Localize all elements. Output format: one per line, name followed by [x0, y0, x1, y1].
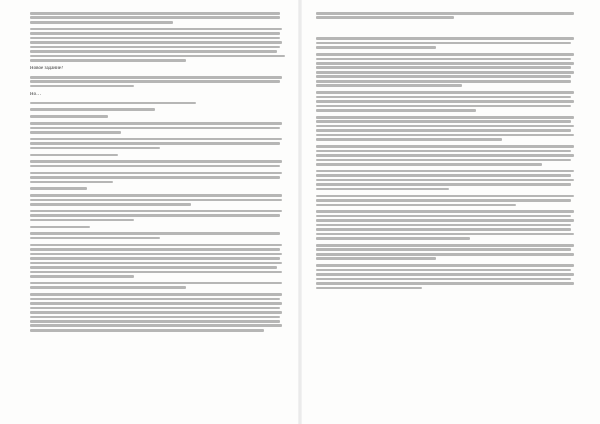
text-line [30, 154, 118, 157]
text-line [316, 105, 571, 108]
text-line [30, 50, 277, 53]
text-line [30, 28, 282, 31]
text-line [30, 122, 282, 125]
text-line [316, 58, 571, 61]
text-line [30, 203, 191, 206]
text-line [30, 165, 280, 168]
paragraph [316, 116, 582, 141]
text-line [30, 199, 282, 202]
text-line [30, 59, 186, 62]
text-line [30, 12, 280, 15]
text-line [30, 311, 282, 314]
text-line [316, 248, 571, 251]
paragraph [30, 194, 290, 206]
text-line [30, 37, 280, 40]
text-line [30, 307, 280, 310]
text-line [30, 316, 280, 319]
text-line [316, 96, 571, 99]
text-line [316, 129, 571, 132]
text-line [316, 46, 436, 49]
paragraph [30, 282, 290, 289]
text-line [30, 244, 282, 247]
text-line [30, 176, 280, 179]
text-line [316, 195, 574, 198]
text-line [30, 324, 282, 327]
text-line [30, 108, 155, 111]
text-line [30, 253, 282, 256]
paragraph [316, 210, 582, 240]
text-line [30, 271, 282, 274]
text-line [30, 226, 90, 229]
text-line [316, 264, 574, 267]
text-line [316, 244, 574, 247]
text-line [316, 66, 571, 69]
paragraph [30, 160, 290, 167]
text-line [30, 32, 280, 35]
paragraph [30, 28, 290, 62]
paragraph [316, 195, 582, 207]
text-line [316, 120, 571, 123]
text-line [30, 275, 134, 278]
text-line [316, 282, 574, 285]
paragraph [30, 122, 290, 134]
text-line [30, 237, 160, 240]
text-line [316, 253, 574, 256]
text-line [316, 188, 449, 191]
paragraph [316, 145, 582, 166]
text-line [30, 219, 134, 222]
text-line [30, 248, 280, 251]
text-line [30, 257, 280, 260]
paragraph [30, 108, 290, 111]
text-line [30, 298, 280, 301]
text-line [30, 187, 87, 190]
paragraph [316, 91, 582, 112]
text-line [316, 42, 571, 45]
right-page [300, 0, 600, 424]
text-line [30, 302, 282, 305]
text-line [316, 134, 574, 137]
text-line [30, 16, 280, 19]
text-line [30, 181, 113, 184]
text-line [316, 210, 574, 213]
text-line [316, 204, 516, 207]
text-line [30, 131, 121, 134]
text-line [316, 163, 542, 166]
text-line [30, 102, 196, 105]
text-line [30, 147, 160, 150]
paragraph [30, 12, 290, 24]
short-text-line: Но… [30, 91, 42, 97]
text-line [30, 80, 280, 83]
text-line [316, 109, 476, 112]
text-line [316, 100, 574, 103]
text-line [316, 62, 574, 65]
text-line [316, 125, 574, 128]
text-line [316, 228, 571, 231]
paragraph [30, 115, 290, 118]
paragraph-gap [316, 23, 582, 37]
text-line [316, 12, 574, 15]
text-line [316, 75, 571, 78]
text-line [316, 199, 571, 202]
text-line [316, 138, 502, 141]
text-line [30, 293, 282, 296]
text-line [316, 257, 436, 260]
paragraph [30, 76, 290, 88]
paragraph [316, 264, 582, 289]
text-line [30, 282, 282, 285]
text-line [30, 320, 280, 323]
text-line [316, 150, 571, 153]
text-line [30, 55, 285, 58]
text-line [30, 127, 280, 130]
text-line [316, 174, 571, 177]
paragraph [316, 53, 582, 87]
text-line [30, 46, 280, 49]
paragraph [30, 172, 290, 184]
text-line [30, 210, 282, 213]
text-line [316, 183, 571, 186]
text-line [316, 116, 574, 119]
text-line [30, 142, 280, 145]
text-line [316, 237, 470, 240]
paragraph [30, 102, 290, 105]
paragraph [30, 293, 290, 331]
text-line [316, 16, 454, 19]
text-line [30, 172, 282, 175]
paragraph [30, 154, 290, 157]
paragraph [30, 244, 290, 278]
text-line [316, 287, 422, 290]
text-line [30, 76, 282, 79]
text-line [316, 154, 574, 157]
text-line [316, 71, 574, 74]
paragraph [30, 138, 290, 150]
paragraph [30, 187, 290, 190]
text-line [316, 224, 571, 227]
text-line [316, 145, 574, 148]
text-line [30, 41, 282, 44]
text-line [316, 80, 571, 83]
paragraph [316, 37, 582, 49]
text-line [30, 85, 134, 88]
text-line [316, 219, 574, 222]
text-line [30, 329, 264, 332]
text-line [316, 269, 571, 272]
paragraph [30, 226, 290, 229]
text-line [30, 214, 280, 217]
text-line [316, 233, 574, 236]
text-line [30, 266, 277, 269]
text-line [30, 115, 108, 118]
short-text-line: Новое задание? [30, 65, 64, 71]
text-line [316, 53, 574, 56]
text-line [316, 84, 462, 87]
text-line [316, 215, 571, 218]
text-line [316, 278, 571, 281]
paragraph [316, 170, 582, 191]
text-line [30, 194, 282, 197]
text-line [316, 170, 574, 173]
text-line [30, 262, 282, 265]
paragraph [316, 244, 582, 260]
paragraph [30, 210, 290, 222]
text-line [316, 37, 574, 40]
text-line [316, 159, 571, 162]
paragraph [30, 232, 290, 239]
text-line [30, 286, 186, 289]
text-line [316, 91, 574, 94]
text-line [30, 232, 280, 235]
text-line [30, 138, 282, 141]
text-line [316, 273, 574, 276]
text-line [30, 160, 282, 163]
paragraph [316, 12, 582, 19]
text-line [30, 21, 173, 24]
text-line [316, 179, 574, 182]
